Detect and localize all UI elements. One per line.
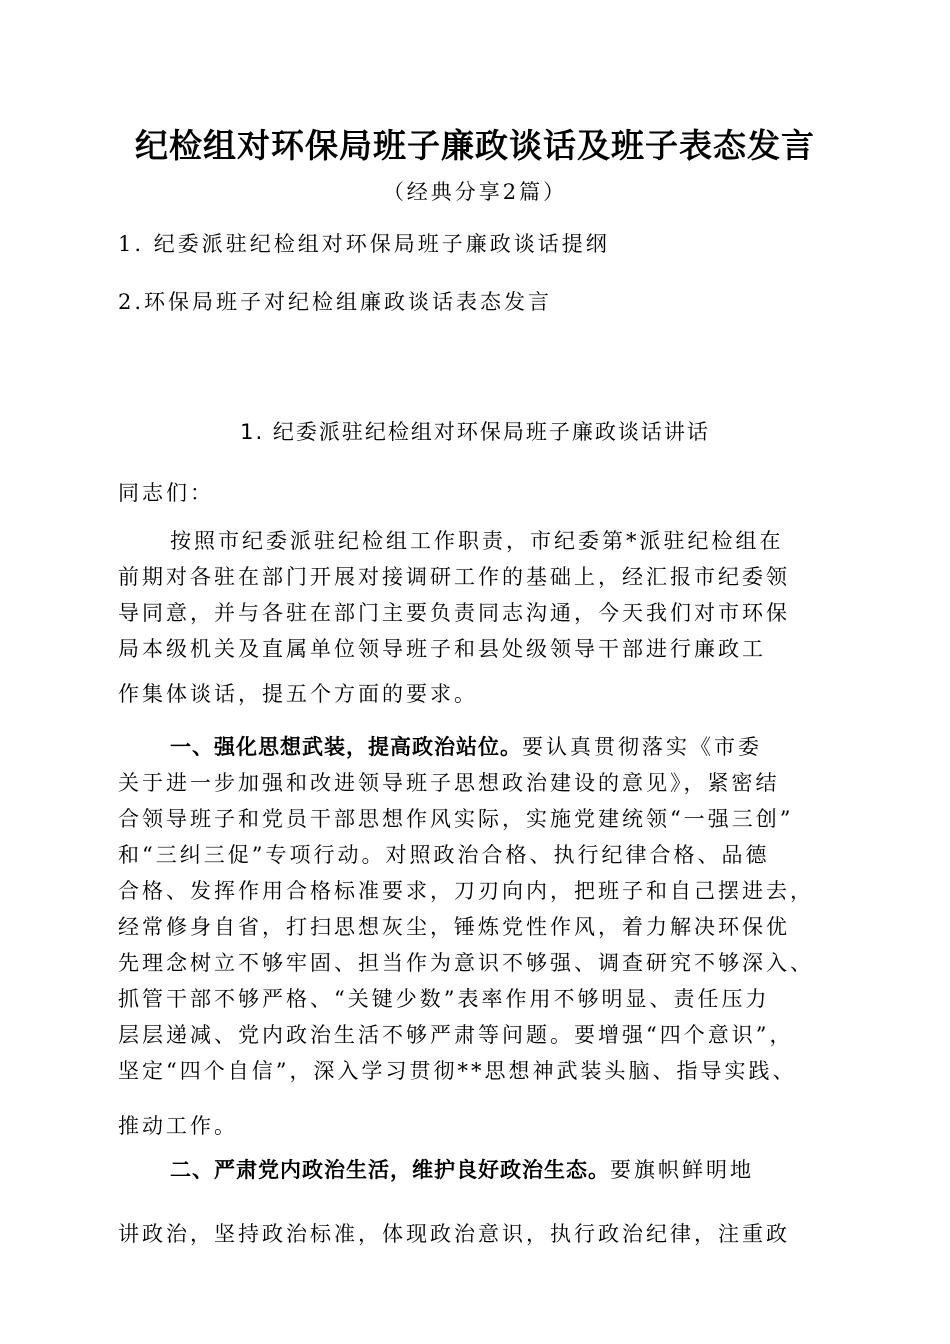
section-heading: 1. 纪委派驻纪检组对环保局班子廉政谈话讲话	[240, 420, 710, 444]
point-1-line-3: 合领导班子和党员干部思想作风实际，实施党建统领“一强三创”	[118, 807, 794, 831]
point-2-first-line-text: 要旗帜鲜明地	[610, 1158, 754, 1182]
point-2-first-line	[170, 1154, 754, 1186]
point-1-line-9: 层层递减、党内政治生活不够严肃等问题。要增强“四个意识”，	[118, 1023, 794, 1047]
point-1-line-2: 关于进一步加强和改进领导班子思想政治建设的意见》，紧密结	[118, 771, 780, 795]
paragraph-1-line-4: 局本级机关及直属单位领导班子和县处级领导干部进行廉政工	[118, 637, 766, 661]
document-subtitle: （经典分享2篇）	[382, 180, 568, 204]
point-1-first-line	[170, 731, 762, 763]
point-1-line-10: 坚定“四个自信”，深入学习贯彻**思想神武装头脑、指导实践、	[118, 1059, 797, 1083]
point-1-line-7: 先理念树立不够牢固、担当作为意识不够强、调查研究不够深入、	[118, 951, 814, 975]
point-2-line-2: 讲政治，坚持政治标准，体现政治意识，执行政治纪律，注重政	[118, 1222, 790, 1246]
salutation: 同志们：	[118, 481, 214, 505]
paragraph-1-line-5: 作集体谈话，提五个方面的要求。	[118, 682, 478, 706]
point-2-heading: 二、严肃党内政治生活，维护良好政治生态。	[170, 1158, 610, 1182]
point-1-line-4: 和“三纠三促”专项行动。对照政治合格、执行纪律合格、品德	[118, 843, 770, 867]
point-1-line-11: 推动工作。	[118, 1114, 238, 1138]
toc-item-1: 1. 纪委派驻纪检组对环保局班子廉政谈话提纲	[118, 232, 610, 256]
point-1-first-line-text: 要认真贯彻落实《市委	[522, 735, 762, 759]
point-1-heading: 一、强化思想武装，提高政治站位。	[170, 735, 522, 759]
paragraph-1-line-3: 导同意，并与各驻在部门主要负责同志沟通，今天我们对市环保	[118, 601, 790, 625]
paragraph-1-line-1: 按照市纪委派驻纪检组工作职责，市纪委第*派驻纪检组在	[170, 529, 784, 553]
document-title: 纪检组对环保局班子廉政谈话及班子表态发言	[135, 126, 815, 165]
toc-item-2: 2.环保局班子对纪检组廉政谈话表态发言	[118, 290, 553, 314]
point-1-line-6: 经常修身自省，打扫思想灰尘，锤炼党性作风，着力解决环保优	[118, 915, 790, 939]
paragraph-1-line-2: 前期对各驻在部门开展对接调研工作的基础上，经汇报市纪委领	[118, 565, 790, 589]
point-1-line-5: 合格、发挥作用合格标准要求，刀刃向内，把班子和自己摆进去，	[118, 879, 814, 903]
point-1-line-8: 抓管干部不够严格、“关键少数”表率作用不够明显、责任压力	[118, 987, 770, 1011]
